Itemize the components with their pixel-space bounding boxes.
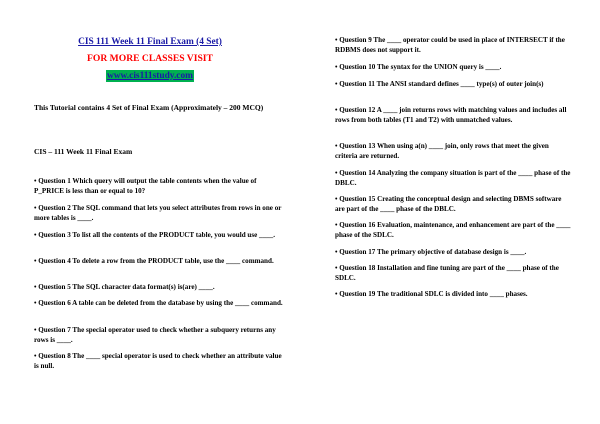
question-item: • Question 9 The ____ operator could be used in place of INTERSECT if the RDBMS does not support it. <box>335 36 565 54</box>
question-item: • Question 8 The ____ special operator is used to check whether an attribute value is null. <box>34 352 282 370</box>
question-item: • Question 11 The ANSI standard defines ____ type(s) of outer join(s) <box>335 80 544 88</box>
question-item: • Question 16 Evaluation, maintenance, and enhancement are part of the ____ phase of the SDLC. <box>335 221 571 239</box>
question-item: • Question 17 The primary objective of database design is ____. <box>335 248 527 256</box>
question-item: • Question 19 The traditional SDLC is divided into ____ phases. <box>335 290 528 298</box>
question-item: • Question 5 The SQL character data format(s) is(are) ____. <box>34 283 215 291</box>
website-link[interactable]: www.cis111study.com <box>107 71 193 81</box>
question-item: • Question 18 Installation and fine tuning are part of the ____ phase of the SDLC. <box>335 264 559 282</box>
question-item: • Question 7 The special operator used to check whether a subquery returns any rows is ____. <box>34 326 276 344</box>
question-item: • Question 12 A ____ join returns rows with matching values and includes all rows from both tables (T1 and T2) with unmatched values. <box>335 106 567 124</box>
question-item: • Question 15 Creating the conceptual design and selecting DBMS software are part of the ____ phase of the DBLC. <box>335 195 562 213</box>
question-item: • Question 4 To delete a row from the PRODUCT table, use the ____ command. <box>34 257 274 265</box>
intro-text: This Tutorial contains 4 Set of Final Exam (Approximately – 200 MCQ) <box>34 103 264 112</box>
question-item: • Question 1 Which query will output the table contents when the value of P_PRICE is less than or equal to 10? <box>34 177 257 195</box>
exam-title-link[interactable]: CIS 111 Week 11 Final Exam (4 Set) <box>78 37 222 47</box>
question-item: • Question 14 Analyzing the company situation is part of the ____ phase of the DBLC. <box>335 169 571 187</box>
question-item: • Question 6 A table can be deleted from the database by using the ____ command. <box>34 299 283 307</box>
visit-banner: FOR MORE CLASSES VISIT <box>87 53 213 64</box>
section-heading: CIS – 111 Week 11 Final Exam <box>34 147 133 156</box>
question-item: • Question 13 When using a(n) ____ join, only rows that meet the given criteria are returned. <box>335 142 549 160</box>
document-header <box>34 36 266 82</box>
question-item: • Question 10 The syntax for the UNION query is ____. <box>335 63 502 71</box>
question-item: • Question 3 To list all the contents of the PRODUCT table, you would use ____. <box>34 231 275 239</box>
question-item: • Question 2 The SQL command that lets you select attributes from rows in one or more tables is ____. <box>34 204 282 222</box>
